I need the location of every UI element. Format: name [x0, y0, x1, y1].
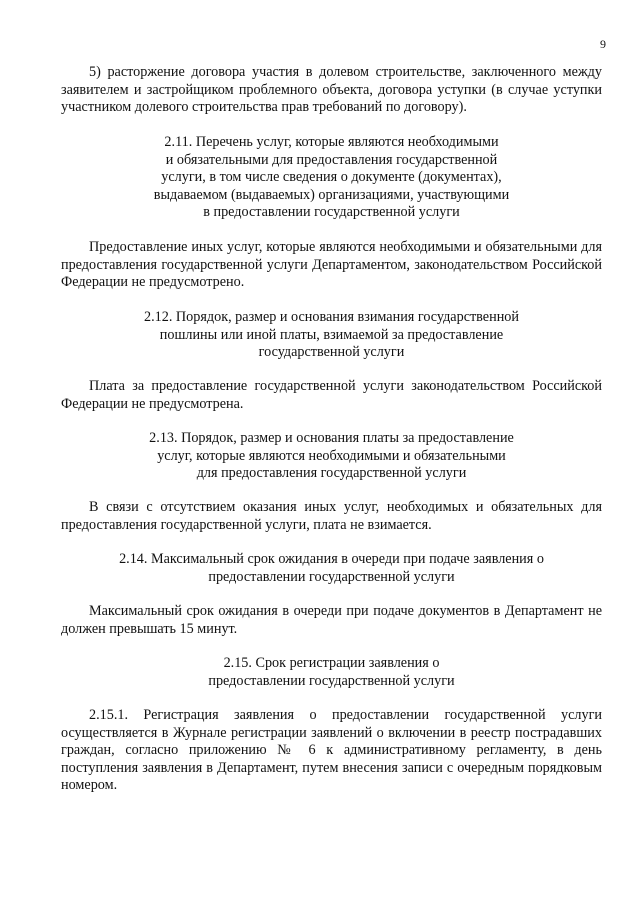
heading-2-12: [61, 309, 602, 362]
paragraph-2-13: [61, 499, 602, 534]
heading-line: в предоставлении государственной услуги: [203, 204, 460, 220]
heading-line: для предоставления государственной услуги: [196, 465, 467, 481]
paragraph-2-15-1: [61, 707, 602, 795]
heading-line: 2.13. Порядок, размер и основания платы за предоставление: [149, 430, 514, 446]
heading-line: предоставлении государственной услуги: [208, 672, 455, 689]
heading-2-11: [61, 134, 602, 222]
heading-line: услуги, в том числе сведения о документе (документах),: [161, 169, 502, 185]
heading-line: предоставлении государственной услуги: [208, 568, 455, 585]
heading-line: услуг, которые являются необходимыми и обязательными: [157, 447, 506, 464]
heading-line: 2.11. Перечень услуг, которые являются необходимыми: [164, 134, 499, 150]
paragraph-text: 5) расторжение договора участия в долевом строительстве, заключенного между заявителем и застройщиком проблемного объекта, договора уступки (в случае уступки участником долевого строительства прав требований по договору).: [61, 64, 602, 115]
heading-2-13: [61, 430, 602, 483]
paragraph-text: Плата за предоставление государственной услуги законодательством Российской Федерации не предусмотрена.: [61, 378, 602, 412]
paragraph-text: 2.15.1. Регистрация заявления о предоставлении государственной услуги осуществляется в Журнале регистрации заявлений о включении в реестр пострадавших граждан, согласно приложению № 6 к административному регламенту, в день поступления заявления в Департамент, путем внесения записи с очередным порядковым номером.: [61, 707, 602, 793]
heading-line: 2.15. Срок регистрации заявления о: [223, 655, 440, 671]
heading-2-14: [61, 551, 602, 586]
paragraph-item-5: [61, 64, 602, 117]
paragraph-2-12: [61, 378, 602, 413]
paragraph-2-14: [61, 603, 602, 638]
heading-line: 2.14. Максимальный срок ожидания в очереди при подаче заявления о: [119, 551, 544, 567]
paragraph-text: Предоставление иных услуг, которые являются необходимыми и обязательными для предоставления государственной услуги Департаментом, законодательством Российской Федерации не предусмотрено.: [61, 239, 602, 290]
paragraph-text: Максимальный срок ожидания в очереди при подаче документов в Департамент не должен превышать 15 минут.: [61, 603, 602, 637]
page-number: 9: [600, 37, 606, 51]
paragraph-text: В связи с отсутствием оказания иных услуг, необходимых и обязательных для предоставления государственной услуги, плата не взимается.: [61, 499, 602, 533]
heading-line: 2.12. Порядок, размер и основания взимания государственной: [144, 309, 519, 325]
heading-line: выдаваемом (выдаваемых) организациями, участвующими: [153, 186, 510, 203]
paragraph-2-11: [61, 239, 602, 292]
heading-line: государственной услуги: [258, 344, 405, 360]
heading-2-15: [61, 655, 602, 690]
heading-line: и обязательными для предоставления государственной: [165, 151, 498, 168]
heading-line: пошлины или иной платы, взимаемой за предоставление: [159, 326, 504, 343]
